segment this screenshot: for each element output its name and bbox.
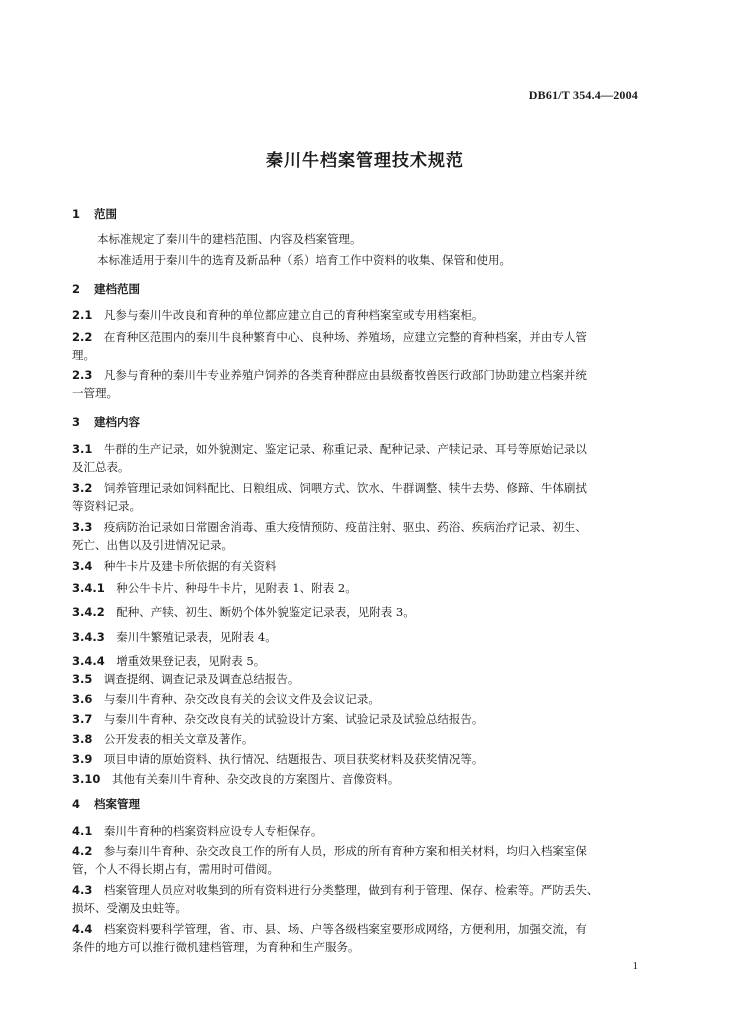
- clause-2-3: 2.3 凡参与育种的秦川牛专业养殖户饲养的各类育种群应由县级畜牧兽医行政部门协助建立档案并统: [72, 368, 587, 382]
- clause-4-1: 4.1 秦川牛育种的档案资料应设专人专柜保存。: [72, 824, 323, 838]
- section-1-paragraph-1: 本标准规定了秦川牛的建档范围、内容及档案管理。: [97, 232, 362, 246]
- section-3-heading: 3 建档内容: [72, 415, 140, 429]
- clause-2-2: 2.2 在育种区范围内的秦川牛良种繁育中心、良种场、养殖场，应建立完整的育种档案，并由专人管: [72, 330, 587, 344]
- clause-3-7: 3.7 与秦川牛育种、杂交改良有关的试验设计方案、试验记录及试验总结报告。: [72, 712, 484, 726]
- clause-3-4-4: 3.4.4 增重效果登记表，见附表 5。: [72, 654, 266, 668]
- clause-4-3-cont: 损坏、受潮及虫蛀等。: [72, 901, 187, 915]
- clause-4-3: 4.3 档案管理人员应对收集到的所有资料进行分类整理，做到有利于管理、保存、检索等。严防丢失、: [72, 883, 599, 897]
- clause-3-3-cont: 死亡、出售以及引进情况记录。: [72, 538, 233, 552]
- clause-3-6: 3.6 与秦川牛育种、杂交改良有关的会议文件及会议记录。: [72, 692, 380, 706]
- clause-3-2-cont: 等资料记录。: [72, 499, 141, 513]
- clause-3-1: 3.1 牛群的生产记录，如外貌测定、鉴定记录、称重记录、配种记录、产犊记录、耳号等原始记录以: [72, 442, 587, 456]
- document-title: 秦川牛档案管理技术规范: [266, 151, 464, 171]
- section-2-heading: 2 建档范围: [72, 282, 140, 296]
- clause-3-4: 3.4 种牛卡片及建卡所依据的有关资料: [72, 559, 277, 573]
- clause-2-3-cont: 一管理。: [72, 386, 118, 400]
- clause-4-4-cont: 条件的地方可以推行微机建档管理，为育种和生产服务。: [72, 940, 360, 954]
- clause-4-2: 4.2 参与秦川牛育种、杂交改良工作的所有人员，形成的所有育种方案和相关材料，均归入档案室保: [72, 844, 587, 858]
- standard-code: DB61/T 354.4—2004: [528, 88, 638, 102]
- clause-3-5: 3.5 调查提纲、调查记录及调查总结报告。: [72, 672, 300, 686]
- clause-3-4-2: 3.4.2 配种、产犊、初生、断奶个体外貌鉴定记录表，见附表 3。: [72, 605, 415, 619]
- clause-4-4: 4.4 档案资料要科学管理，省、市、县、场、户等各级档案室要形成网络，方便利用，加强交流，有: [72, 922, 587, 936]
- section-1-paragraph-2: 本标准适用于秦川牛的选育及新品种（系）培育工作中资料的收集、保管和使用。: [97, 253, 511, 267]
- clause-3-9: 3.9 项目申请的原始资料、执行情况、结题报告、项目获奖材料及获奖情况等。: [72, 752, 484, 766]
- clause-3-8: 3.8 公开发表的相关文章及著作。: [72, 732, 254, 746]
- clause-3-2: 3.2 饲养管理记录如饲料配比、日粮组成、饲喂方式、饮水、牛群调整、犊牛去势、修蹄、牛体刷拭: [72, 481, 587, 495]
- page-number: 1: [632, 960, 638, 972]
- clause-2-1: 2.1 凡参与秦川牛改良和育种的单位都应建立自己的育种档案室或专用档案柜。: [72, 308, 484, 322]
- clause-3-4-1: 3.4.1 种公牛卡片、种母牛卡片，见附表 1、附表 2。: [72, 581, 357, 595]
- section-4-heading: 4 档案管理: [72, 797, 140, 811]
- section-1-heading: 1 范围: [72, 207, 117, 221]
- clause-3-10: 3.10 其他有关秦川牛育种、杂交改良的方案图片、音像资料。: [72, 772, 400, 786]
- clause-3-1-cont: 及汇总表。: [72, 460, 130, 474]
- clause-2-2-cont: 理。: [72, 348, 95, 362]
- clause-3-3: 3.3 疫病防治记录如日常圈舍消毒、重大疫情预防、疫苗注射、驱虫、药浴、疾病治疗记录、初生、: [72, 520, 587, 534]
- clause-4-2-cont: 管，个人不得长期占有，需用时可借阅。: [72, 862, 279, 876]
- clause-3-4-3: 3.4.3 秦川牛繁殖记录表，见附表 4。: [72, 630, 277, 644]
